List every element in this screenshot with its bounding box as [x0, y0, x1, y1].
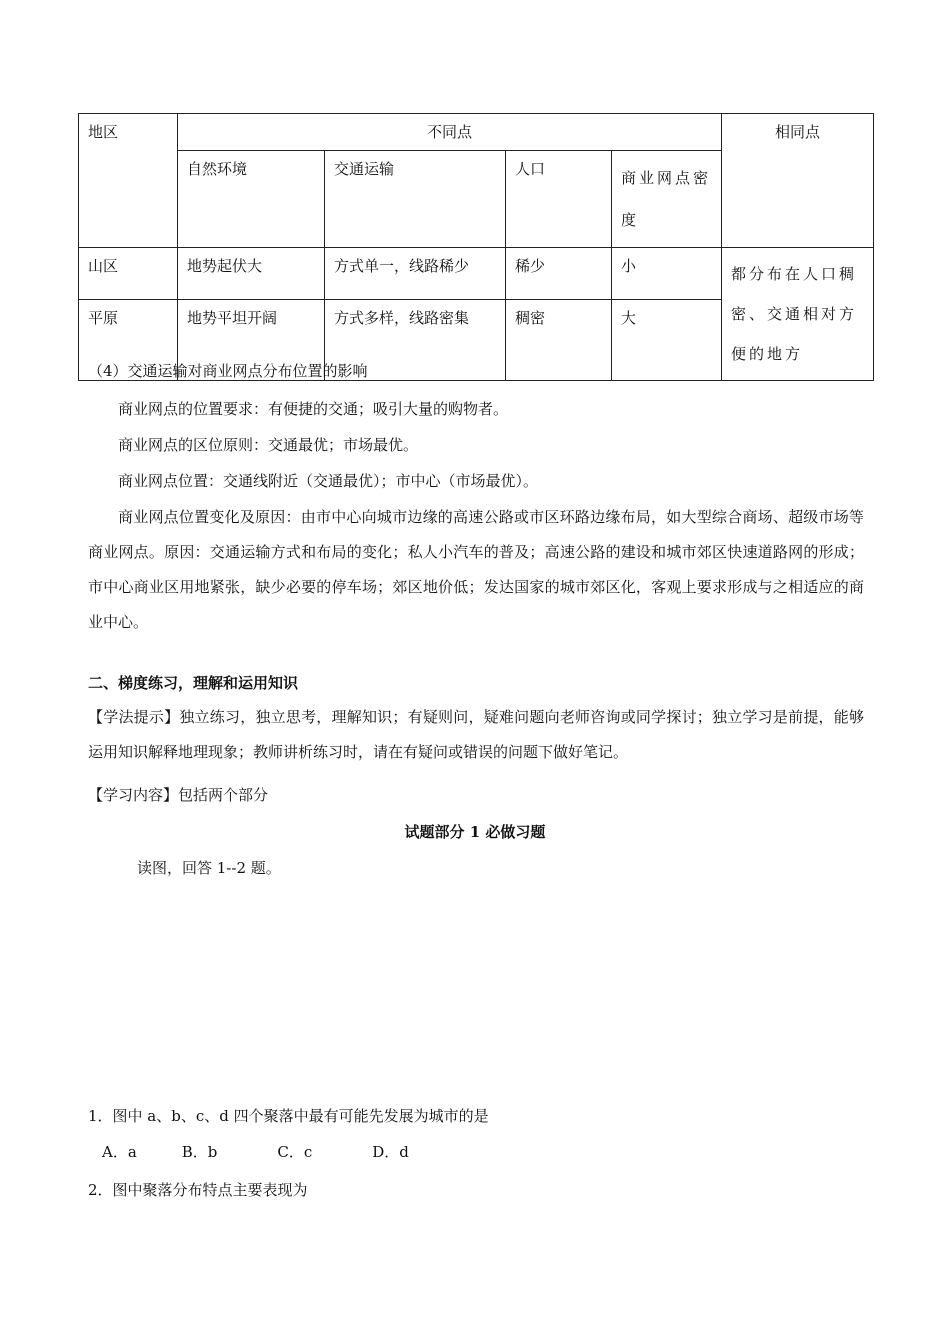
header-natural: 自然环境 [178, 151, 325, 248]
header-population: 人口 [506, 151, 612, 248]
header-transport: 交通运输 [325, 151, 506, 248]
cell-region: 平原 [79, 300, 178, 381]
study-content: 【学习内容】包括两个部分 [88, 786, 269, 804]
read-instruction: 读图，回答 1--2 题。 [137, 859, 281, 877]
paragraph-body: 商业网点位置变化及原因：由市中心向城市边缘的高速公路或市区环路边缘布局，如大型综合商场、超级市场等商业网点。原因：交通运输方式和布局的变化；私人小汽车的普及；高速公路的建设和城市郊区快速道路网的形成；市中心商业区用地紧张，缺少必要的停车场；郊区地价低；发达国家的城市郊区化，客观上要求形成与之相适应的商业中心。 [88, 508, 864, 631]
paragraph-line: 商业网点的位置要求：有便捷的交通；吸引大量的购物者。 [118, 400, 509, 418]
cell-natural: 地势起伏大 [178, 248, 325, 300]
header-similarities: 相同点 [722, 114, 874, 248]
paragraph-line: 商业网点的区位原则：交通最优；市场最优。 [118, 436, 419, 454]
table-row [79, 248, 874, 300]
question-1: 1．图中 a、b、c、d 四个聚落中最有可能先发展为城市的是 [88, 1107, 489, 1125]
question-2: 2．图中聚落分布特点主要表现为 [88, 1181, 308, 1199]
cell-transport: 方式单一，线路稀少 [325, 248, 506, 300]
cell-density: 小 [612, 248, 722, 300]
cell-region: 山区 [79, 248, 178, 300]
header-density: 商业网点密度 [612, 151, 722, 248]
study-tip: 【学法提示】独立练习，独立思考，理解知识；有疑则问，疑难问题向老师咨询或同学探讨；独立学习是前提，能够运用知识解释地理现象；教师讲析练习时，请在有疑问或错误的问题下做好笔记。 [88, 708, 864, 761]
cell-transport: 方式多样，线路密集 [325, 300, 506, 381]
comparison-table [78, 113, 874, 381]
part-title: 试题部分 1 必做习题 [404, 823, 546, 841]
section-4-title: （4）交通运输对商业网点分布位置的影响 [88, 362, 368, 380]
paragraph-line: 商业网点位置：交通线附近（交通最优）；市中心（市场最优）。 [118, 472, 539, 490]
cell-same: 都分布在人口稠密、交通相对方便的地方 [722, 248, 874, 381]
header-differences: 不同点 [178, 114, 722, 151]
cell-population: 稠密 [506, 300, 612, 381]
question-1-options: A．a B．b C．c D．d [102, 1143, 409, 1161]
cell-population: 稀少 [506, 248, 612, 300]
cell-natural: 地势平坦开阔 [178, 300, 325, 381]
header-region: 地区 [79, 114, 178, 248]
section-heading: 二、梯度练习，理解和运用知识 [88, 674, 299, 692]
cell-density: 大 [612, 300, 722, 381]
